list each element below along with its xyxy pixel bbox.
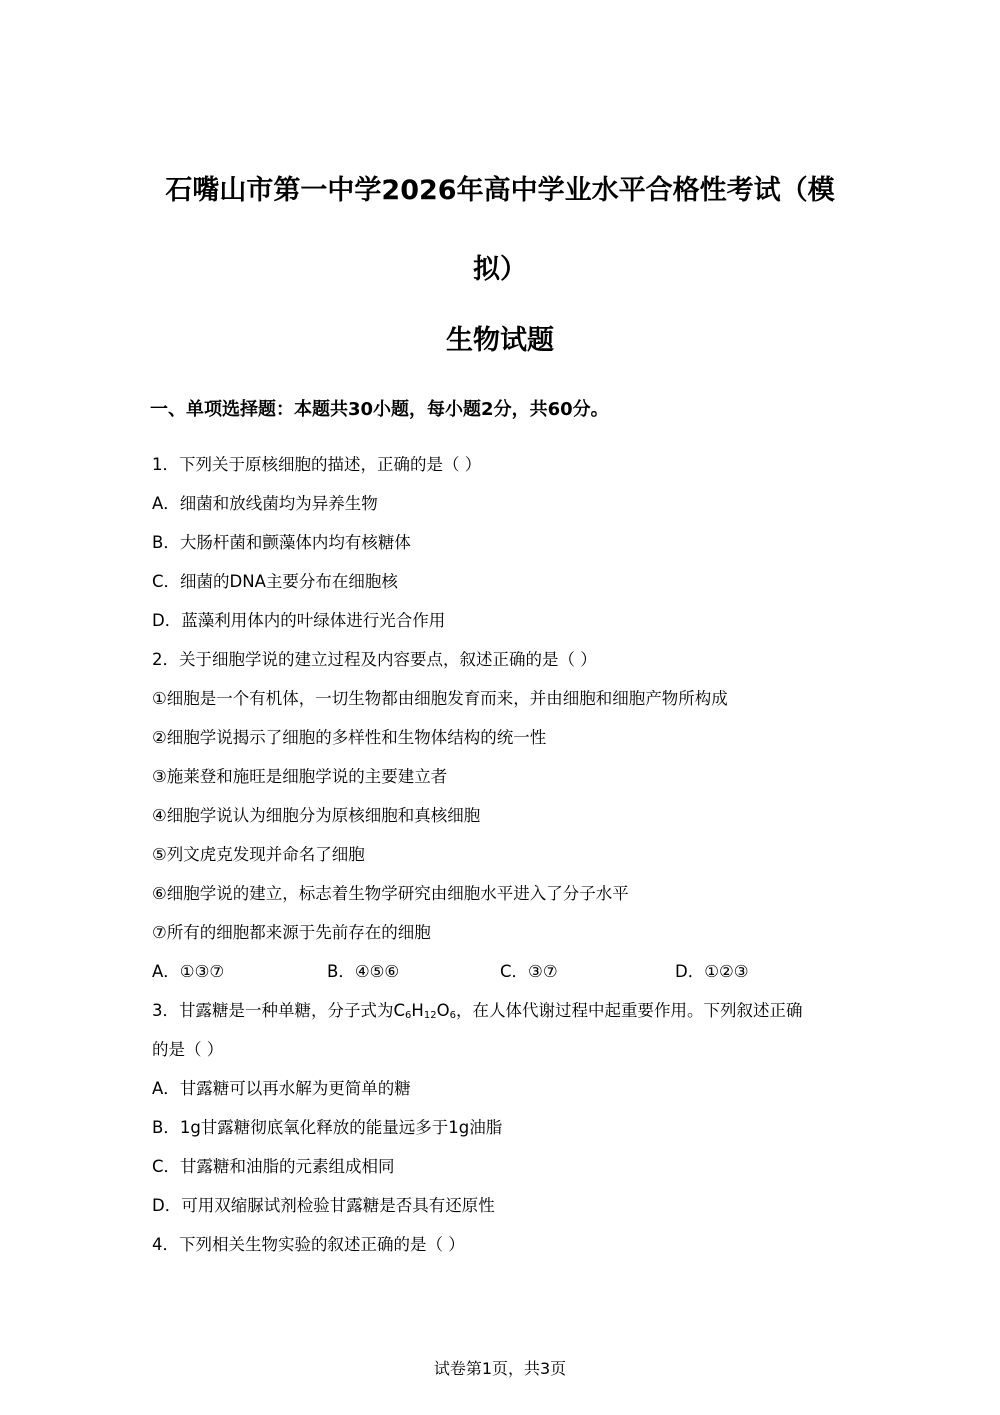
q2-statement-4: ④细胞学说认为细胞分为原核细胞和真核细胞 xyxy=(152,806,481,825)
q3-formula-c-sub: 6 xyxy=(405,1010,412,1021)
q2-stem: 2．关于细胞学说的建立过程及内容要点，叙述正确的是（ ） xyxy=(152,650,597,669)
q2-statement-1: ①细胞是一个有机体，一切生物都由细胞发育而来，并由细胞和细胞产物所构成 xyxy=(152,689,728,708)
q2-statement-6: ⑥细胞学说的建立，标志着生物学研究由细胞水平进入了分子水平 xyxy=(152,884,629,903)
q2-statement-7: ⑦所有的细胞都来源于先前存在的细胞 xyxy=(152,923,431,942)
q3-stem-post: ，在人体代谢过程中起重要作用。下列叙述正确 xyxy=(455,1001,803,1020)
q3-option-b: B．1g甘露糖彻底氧化释放的能量远多于1g油脂 xyxy=(152,1118,503,1137)
q1-option-d: D．蓝藻利用体内的叶绿体进行光合作用 xyxy=(152,611,446,630)
q3-formula-h: H xyxy=(411,1001,424,1020)
q2-option-b: B．④⑤⑥ xyxy=(327,962,400,981)
q3-stem-pre: 3．甘露糖是一种单糖，分子式为C xyxy=(152,1001,406,1020)
q3-stem-line1 xyxy=(152,997,802,1021)
q2-option-d: D．①②③ xyxy=(675,962,749,981)
q3-option-d: D．可用双缩脲试剂检验甘露糖是否具有还原性 xyxy=(152,1196,495,1215)
q3-formula-h-sub: 12 xyxy=(423,1010,437,1021)
q2-statement-5: ⑤列文虎克发现并命名了细胞 xyxy=(152,845,365,864)
q4-stem: 4．下列相关生物实验的叙述正确的是（ ） xyxy=(152,1235,465,1254)
q2-option-a: A．①③⑦ xyxy=(152,962,225,981)
exam-title-line2: 拟） xyxy=(473,254,527,285)
exam-title-line1: 石嘴山市第一中学2026年高中学业水平合格性考试（模 xyxy=(165,175,835,206)
q3-stem-line2: 的是（ ） xyxy=(152,1040,224,1059)
q3-option-a: A．甘露糖可以再水解为更简单的糖 xyxy=(152,1079,411,1098)
q1-option-a: A．细菌和放线菌均为异养生物 xyxy=(152,494,378,513)
q1-option-b: B．大肠杆菌和颤藻体内均有核糖体 xyxy=(152,533,411,552)
exam-subject-title: 生物试题 xyxy=(446,325,554,356)
q3-option-c: C．甘露糖和油脂的元素组成相同 xyxy=(152,1157,395,1176)
q2-statement-2: ②细胞学说揭示了细胞的多样性和生物体结构的统一性 xyxy=(152,728,547,747)
q1-option-c: C．细菌的DNA主要分布在细胞核 xyxy=(152,572,398,591)
section-heading: 一、单项选择题：本题共30小题，每小题2分，共60分。 xyxy=(150,399,609,420)
q3-formula-o: O xyxy=(436,1001,450,1020)
page-footer: 试卷第1页，共3页 xyxy=(433,1359,567,1378)
q1-stem: 1．下列关于原核细胞的描述，正确的是（ ） xyxy=(152,455,482,474)
q2-statement-3: ③施莱登和施旺是细胞学说的主要建立者 xyxy=(152,767,448,786)
q2-option-c: C．③⑦ xyxy=(500,962,558,981)
q3-formula-o-sub: 6 xyxy=(449,1010,456,1021)
